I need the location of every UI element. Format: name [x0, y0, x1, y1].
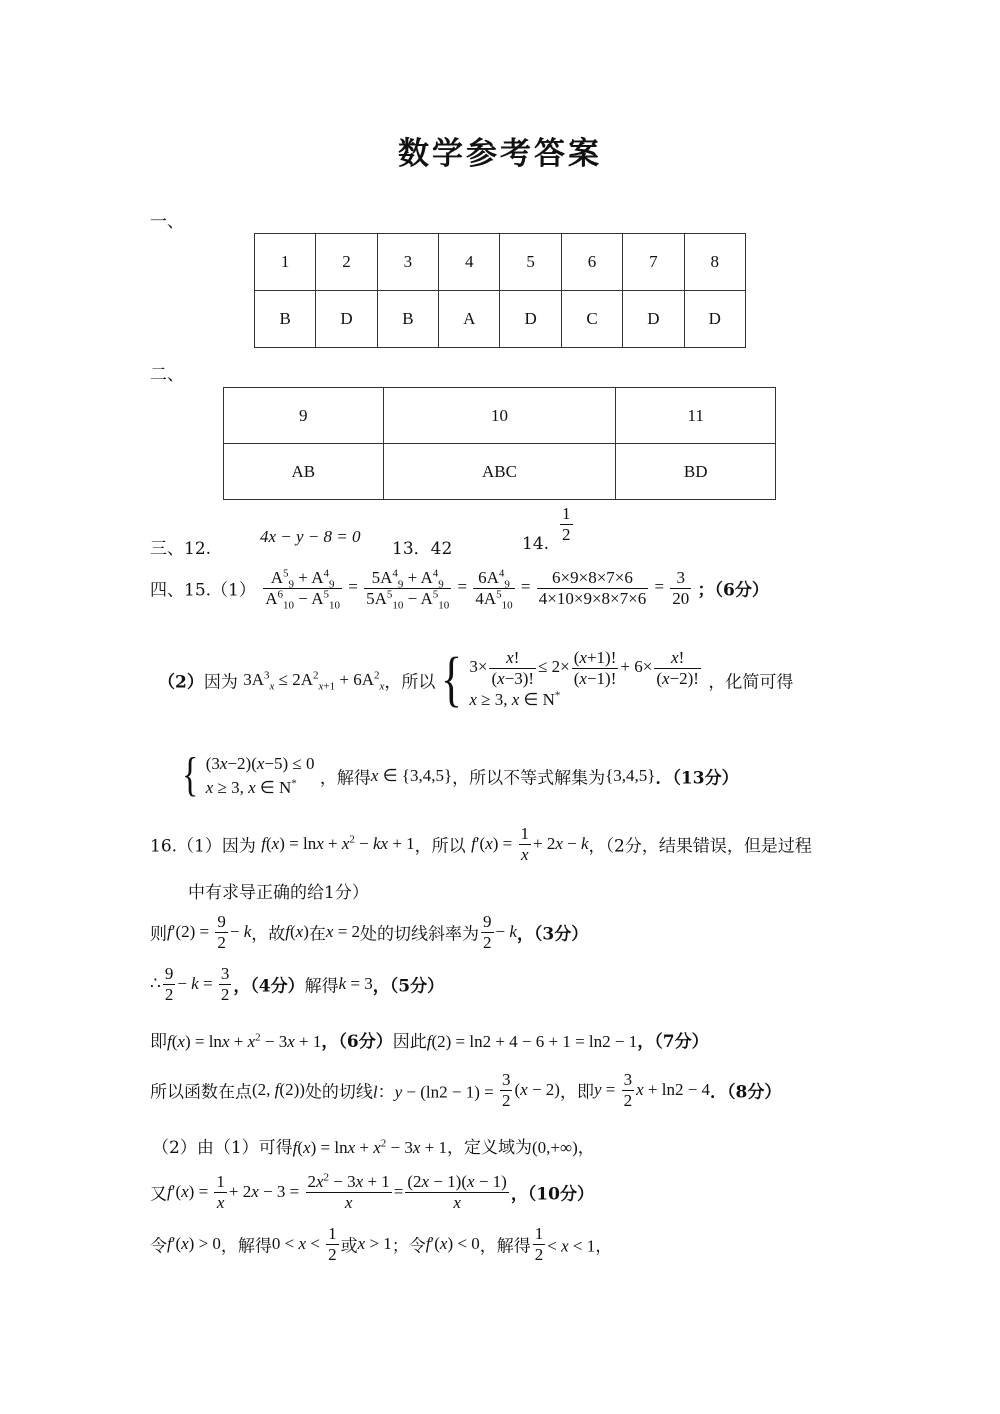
- answer-cell: D: [500, 291, 561, 348]
- q16-line-1: 16.（1）因为 $f(x) = \ln x + x^2$ − kx + 1，所以 f′(x) = $\frac{1}{x}$ + 2x − k，（2分，结果错误，但是过程: [150, 824, 812, 864]
- answer-cell: D: [316, 291, 377, 348]
- answer-cell: ABC: [383, 444, 616, 500]
- q16-line-4: ∴ $\frac{9}{2}$ − k = $\frac{3}{2}$ ，（4分）解得k = 3，（5分）: [150, 964, 445, 1004]
- q14-label: 14.: [522, 534, 550, 554]
- answer-cell: A: [439, 291, 500, 348]
- answer-cell: B: [377, 291, 438, 348]
- answer-cell: C: [561, 291, 622, 348]
- question-number: 11: [616, 388, 776, 444]
- table-row: [224, 444, 776, 500]
- question-number: 9: [224, 388, 384, 444]
- question-number: 3: [377, 234, 438, 291]
- q13-answer: 13．42: [392, 539, 453, 559]
- section-3-label: 三、12.: [150, 539, 212, 559]
- answer-cell: D: [623, 291, 684, 348]
- q16-line-3: 则f′(2) = $\frac{9}{2}$ − k，故f(x)在x = 2处的切线斜率为 $\frac{9}{2}$ − k，（3分）: [150, 912, 589, 952]
- q16-line-9: 令f′(x) > 0，解得0 < x < $\frac{1}{2}$ 或x > 1；令f′(x) < 0，解得 $\frac{1}{2}$ < x < 1，: [150, 1224, 613, 1264]
- question-number: 5: [500, 234, 561, 291]
- question-number: 2: [316, 234, 377, 291]
- section-2-label: 二、: [150, 365, 184, 385]
- question-number: 4: [439, 234, 500, 291]
- answer-cell: D: [684, 291, 745, 348]
- answer-cell: AB: [224, 444, 384, 500]
- q15-score-1: ；（6分）: [697, 580, 769, 601]
- q16-line-2: 中有求导正确的给1分）: [188, 883, 369, 903]
- answer-cell: BD: [616, 444, 776, 500]
- q16-line-6: 所以函数在点(2, f(2))处的切线l：y − (ln2 − 1) = $\frac{3}{2}$ (x − 2)，即y = $\frac{3}{2}$ x + ln2 − 4．（8分）: [150, 1070, 782, 1110]
- q15-label: 四、15.（1）: [150, 580, 256, 601]
- answer-table-2: [223, 387, 776, 500]
- answer-cell: B: [255, 291, 316, 348]
- table-row: [224, 388, 776, 444]
- question-number: 6: [561, 234, 622, 291]
- answer-table-1: [254, 233, 746, 348]
- q16-line-5: 即$f(x) = \ln x + x^2 - 3x + 1$，（6分）因此f(2) = ln2 + 4 − 6 + 1 = ln2 − 1，（7分）: [150, 1031, 709, 1052]
- table-row: [255, 234, 746, 291]
- q15-part1: [150, 567, 769, 611]
- question-number: 10: [383, 388, 616, 444]
- q16-line-7: （2）由（1）可得$f(x) = \ln x + x^2 - 3x + 1$，定义域为(0,+∞)，: [152, 1137, 595, 1158]
- q16-line-8: 又f′(x) = $\frac{1}{x}$ + 2x − 3 = $\frac{2x^2 - 3x + 1}{x}$ = $\frac{(2x - 1)(x - 1)}{x}$ ，（10分）: [150, 1171, 594, 1212]
- page-title: 数学参考答案: [398, 136, 602, 172]
- question-number: 1: [255, 234, 316, 291]
- q15-part2: （2）因为 $3A^3_x \le 2A^2_{x+1} + 6A^2_x$，所以 { 3× $\frac{x!}{(x-3)!}$ ≤ 2× $\frac{(x+1)!}{(x-1)!}$ + 6× $\frac{x!}{(x-2)!}$ x ≥ 3, x ∈ N* ，化简可得: [158, 644, 794, 714]
- question-number: 7: [623, 234, 684, 291]
- section-1-label: 一、: [150, 212, 184, 232]
- q15-result: { (3x−2)(x−5) ≤ 0 x ≥ 3, x ∈ N* ，解得x ∈ {3,4,5}，所以不等式解集为{3,4,5}．（13分）: [182, 749, 739, 801]
- q15-formula-1: $\frac{A^5_9 + A^4_9}{A^6_{10} - A^5_{10}}$ = $\frac{5A^4_9 + A^4_9}{5A^5_{10} - A^5_{10}}$ = $\frac{6A^4_9}{4A^5_{10}}$ = $\frac{6\times 9\times 8\times 7\times 6}{4\times 10\times 9\times 8\times 7\times 6}$ = $\frac{3}{20}$: [265, 567, 690, 611]
- table-row: [255, 291, 746, 348]
- q14-answer: $\frac{1}{2}$: [562, 504, 571, 544]
- q12-answer: 4x − y − 8 = 0: [260, 527, 361, 546]
- question-number: 8: [684, 234, 745, 291]
